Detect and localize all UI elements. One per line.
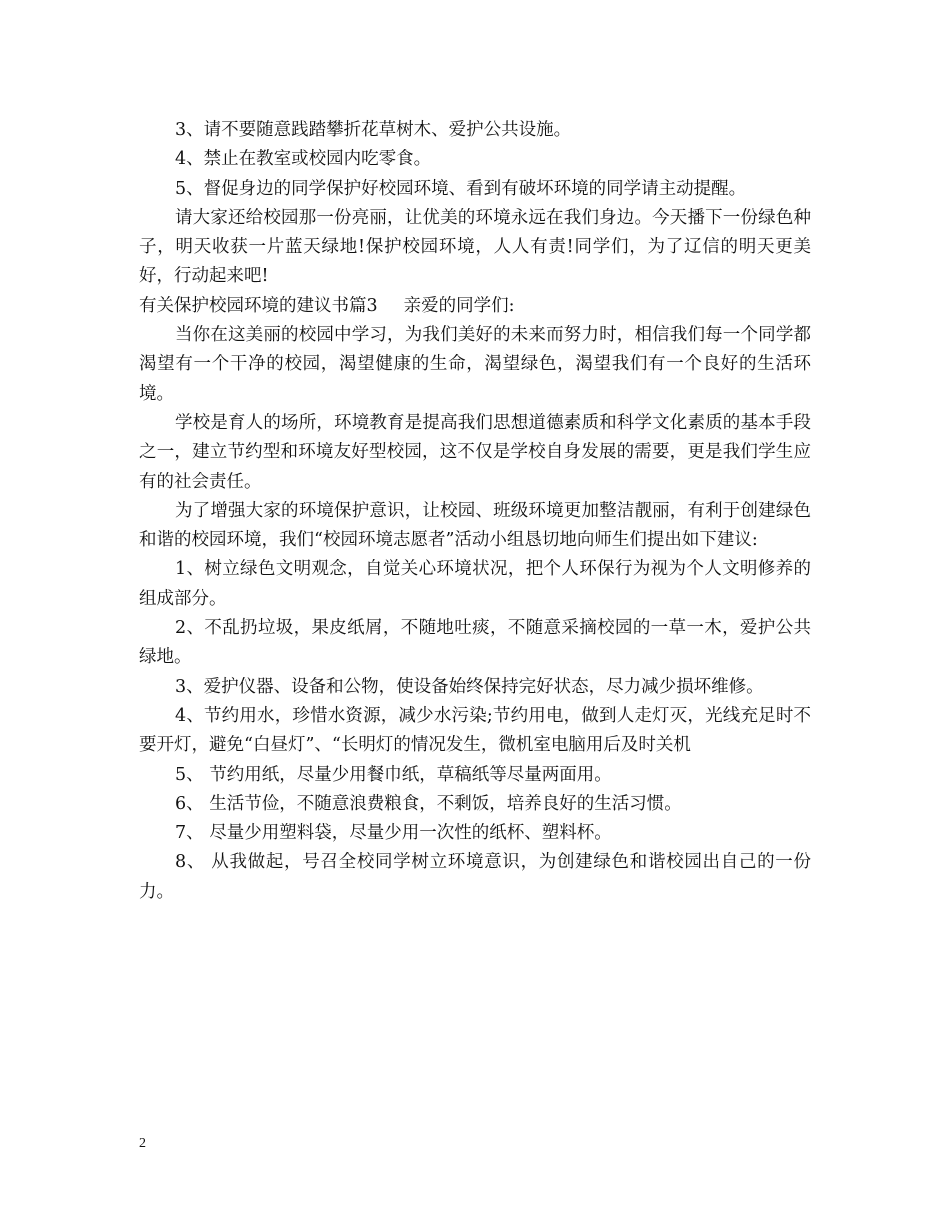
section-title: 有关保护校园环境的建议书篇3 [139,295,378,316]
paragraph: 5、督促身边的同学保护好校园环境、看到有破坏环境的同学请主动提醒。 [175,178,747,199]
list-item: 5、 节约用纸，尽量少用餐巾纸，草稿纸等尽量两面用。 [175,764,612,785]
list-item: 4、节约用水，珍惜水资源，减少水污染;节约用电，做到人走灯灭，光线充足时不要开灯，避免“白昼灯”、“长明灯的情况发生，微机室电脑用后及时关机 [139,705,811,756]
paragraph: 当你在这美丽的校园中学习，为我们美好的未来而努力时，相信我们每一个同学都渴望有一个干净的校园，渴望健康的生命，渴望绿色，渴望我们有一个良好的生活环境。 [139,325,811,404]
paragraph: 为了增强大家的环境保护意识，让校园、班级环境更加整洁靓丽，有利于创建绿色和谐的校园环境，我们“校园环境志愿者”活动小组恳切地向师生们提出如下建议: [139,500,811,551]
list-item: 2、不乱扔垃圾，果皮纸屑，不随地吐痰，不随意采摘校园的一草一木，爱护公共绿地。 [139,618,811,668]
section-heading-line [139,292,811,321]
paragraph: 学校是育人的场所，环境教育是提高我们思想道德素质和科学文化素质的基本手段之一，建立节约型和环境友好型校园，这不仅是学校自身发展的需要，更是我们学生应有的社会责任。 [139,412,811,492]
paragraph: 3、请不要随意践踏攀折花草树木、爱护公共设施。 [175,120,572,140]
document-body [139,116,811,907]
list-item: 3、爱护仪器、设备和公物，使设备始终保持完好状态，尽力减少损坏维修。 [175,676,764,697]
paragraph: 4、禁止在教室或校园内吃零食。 [175,149,432,170]
greeting: 亲爱的同学们: [403,295,515,316]
page-number: 2 [139,1136,146,1151]
list-item: 7、 尽量少用塑料袋，尽量少用一次性的纸杯、塑料杯。 [175,823,612,844]
list-item: 6、 生活节俭，不随意浪费粮食，不剩饭，培养良好的生活习惯。 [175,793,682,814]
paragraph: 请大家还给校园那一份亮丽，让优美的环境永远在我们身边。今天播下一份绿色种子，明天收获一片蓝天绿地!保护校园环境，人人有责!同学们，为了辽信的明天更美好，行动起来吧! [139,207,811,287]
list-item: 1、树立绿色文明观念，自觉关心环境状况，把个人环保行为视为个人文明修养的组成部分。 [139,559,811,609]
list-item: 8、 从我做起，号召全校同学树立环境意识，为创建绿色和谐校园出自己的一份力。 [139,852,811,902]
